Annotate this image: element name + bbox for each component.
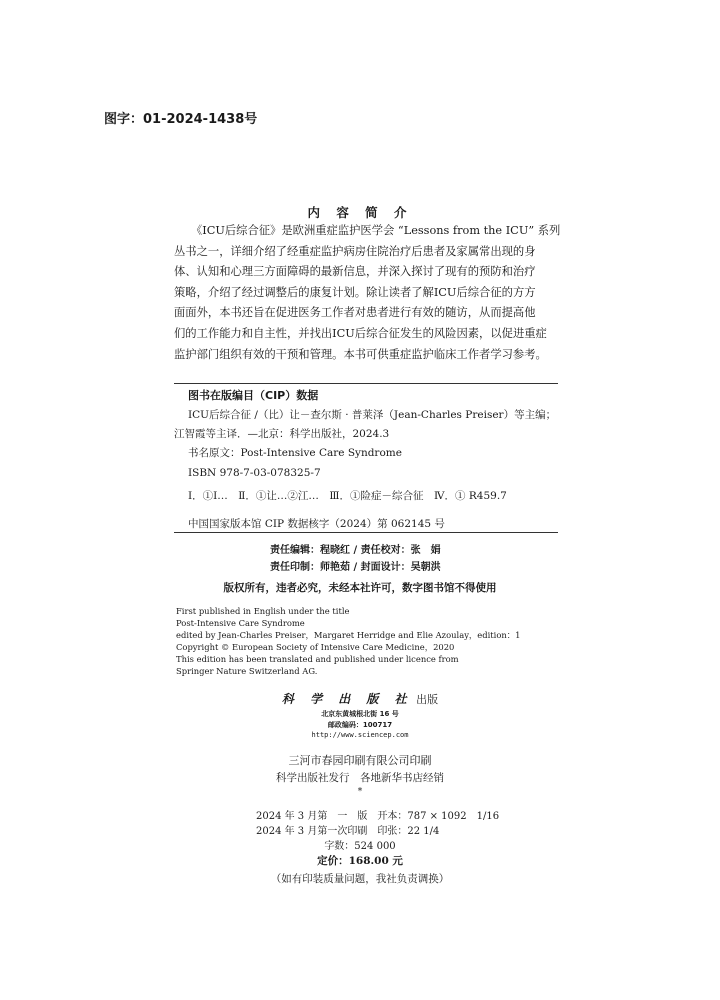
english-credit-line: This edition has been translated and published under licence from <box>176 654 459 664</box>
english-credit-line: Post-Intensive Care Syndrome <box>176 618 305 628</box>
registration-number: 图字：01-2024-1438号 <box>104 112 258 127</box>
cip-line: 江智霞等主译．—北京：科学出版社，2024.3 <box>174 428 390 441</box>
word-count: 字数：524 000 <box>324 841 396 852</box>
quality-note: （如有印装质量问题，我社负责调换） <box>270 873 450 885</box>
staff-production: 责任印制：师艳茹 / 封面设计：吴朝洪 <box>270 562 441 573</box>
english-credit-line: Copyright © European Society of Intensive Care Medicine，2020 <box>176 642 455 652</box>
cip-record-number: 中国国家版本馆 CIP 数据核字（2024）第 062145 号 <box>188 518 445 530</box>
english-credit-line: Springer Nature Switzerland AG. <box>176 666 318 676</box>
summary-text <box>174 221 564 365</box>
summary-line: 丛书之一，详细介绍了经重症监护病房住院治疗后患者及家属常出现的身 <box>174 244 536 258</box>
distribution: 科学出版社发行 各地新华书店经销 <box>276 772 444 784</box>
english-credits <box>176 605 520 677</box>
price: 定价：168.00 元 <box>317 855 403 867</box>
publisher-suffix: 出版 <box>412 693 439 706</box>
cip-heading: 图书在版编目（CIP）数据 <box>188 389 319 402</box>
staff-editors: 责任编辑：程晓红 / 责任校对：张 娟 <box>270 545 441 556</box>
publisher-address: 北京东黄城根北街 16 号 <box>321 710 399 718</box>
cip-line: ISBN 978-7-03-078325-7 <box>188 466 321 479</box>
printing-spec: 2024 年 3 月第一次印刷 印张：22 1/4 <box>256 826 440 837</box>
copyright-notice: 版权所有，违者必究，未经本社许可，数字图书馆不得使用 <box>223 582 497 594</box>
separator-star: * <box>357 787 363 797</box>
publisher-logo-text: 科 学 出 版 社 <box>281 692 413 706</box>
summary-line: 们的工作能力和自主性，并找出ICU后综合征发生的风险因素，以促进重症 <box>174 326 547 340</box>
summary-line: 体、认知和心理三方面障碍的最新信息，并深入探讨了现有的预防和治疗 <box>174 265 536 279</box>
cip-line: 书名原文：Post-Intensive Care Syndrome <box>188 447 402 460</box>
summary-line: 监护部门组织有效的干预和管理。本书可供重症监护临床工作者学习参考。 <box>174 347 547 361</box>
summary-line: 策略，介绍了经过调整后的康复计划。除让读者了解ICU后综合征的方方 <box>174 285 536 299</box>
publisher-url: http://www.sciencep.com <box>311 731 409 739</box>
cip-bottom-rule <box>174 532 558 533</box>
cip-line: ICU后综合征 /（比）让－查尔斯 · 普莱泽（Jean-Charles Preiser）等主编； <box>188 409 557 421</box>
printer: 三河市春园印刷有限公司印刷 <box>288 754 432 767</box>
cip-body <box>174 406 564 483</box>
english-credit-line: edited by Jean-Charles Preiser，Margaret Herridge and Elie Azoulay，edition：1 <box>176 630 521 640</box>
summary-title: 内 容 简 介 <box>307 205 413 220</box>
edition-spec: 2024 年 3 月第 一 版 开本：787 × 1092 1/16 <box>256 811 500 822</box>
publisher-postcode: 邮政编码：100717 <box>327 721 393 729</box>
summary-line: 面面外，本书还旨在促进医务工作者对患者进行有效的随访，从而提高他 <box>174 306 536 320</box>
cip-top-rule <box>174 383 558 384</box>
english-credit-line: First published in English under the title <box>176 606 350 616</box>
publisher-line <box>160 690 560 707</box>
summary-line: 《ICU后综合征》是欧洲重症监护医学会 “Lessons from the ICU” 系列 <box>174 224 561 237</box>
cip-classification: Ⅰ．①I… Ⅱ．①让…②江… Ⅲ．①险症－综合征 Ⅳ．① R459.7 <box>188 490 507 502</box>
